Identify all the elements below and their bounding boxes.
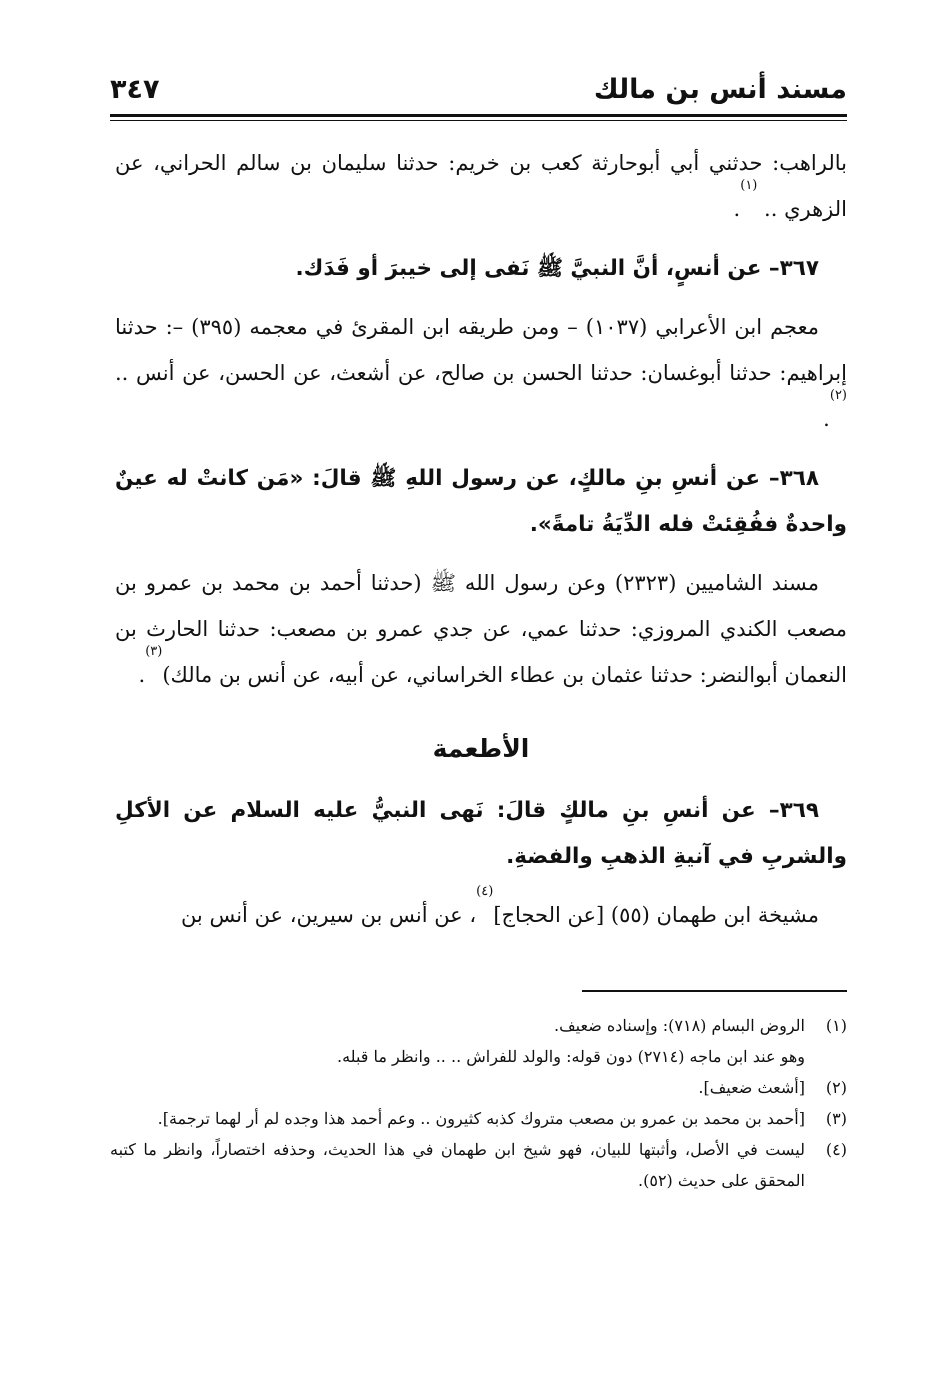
source-paragraph-367: معجم ابن الأعرابي (١٠٣٧) – ومن طريقه ابن المقرئ في معجمه (٣٩٥) –: حدثنا إبراهيم: حدثنا أبوغسان: حدثنا الحسن بن صالح، عن أشعث، عن الحسن، عن أنس .. $^{(٢)}$. [115,315,847,431]
hadith-369: ٣٦٩– عن أنسِ بنِ مالكٍ قالَ: نَهى النبيُّ عليه السلام عن الأكلِ والشربِ في آنيةِ الذهبِ والفضةِ. [115,798,847,869]
header-rule-thick [110,114,847,117]
source-paragraph-369: مشيخة ابن طهمان (٥٥) [عن الحجاج]$^{(٤)}$، عن أنس بن سيرين، عن أنس بن [180,884,819,927]
hadith-368: ٣٦٨– عن أنسِ بنِ مالكٍ، عن رسول اللهِ ﷺ قالَ: «مَن كانتْ له عينٌ واحدةٌ ففُقِئتْ فله الدِّيَةُ تامةً». [115,466,847,537]
footnote-1-continuation: وهو عند ابن ماجه (٢٧١٤) دون قوله: والولد للفراش .. .. وانظر ما قبله. [337,1047,805,1066]
footnote-1: (١) الروض البسام (٧١٨): وإسناده ضعيف. [554,1016,847,1035]
footnote-ref-3: (٣) [145,644,163,659]
footnote-ref-4: (٤) [476,884,494,899]
footnote-separator [582,990,847,992]
hadith-367: ٣٦٧– عن أنسٍ، أنَّ النبيَّ ﷺ نَفى إلى خيبرَ أو فَدَك. [295,256,819,281]
page-header [110,70,847,114]
footnote-ref-2: (٢) [829,388,847,403]
header-rule-thin [110,120,847,121]
running-title: مسند أنس بن مالك [593,74,847,105]
footnote-ref-1: (١) [740,178,758,193]
footnote-3: (٣) [أحمد بن محمد بن عمرو بن مصعب متروك كذبه كثيرون .. وعم أحمد هذا وجده لم أر لهما ترجمة]. [157,1109,847,1128]
page-number: ٣٤٧ [110,74,160,105]
section-heading: الأطعمة [432,734,530,763]
footnote-4: (٤) ليست في الأصل، وأثبتها للبيان، فهو شيخ ابن طهمان في هذا الحديث، وحذفه اختصاراً، وانظر ما كتبه المحقق على حديث (٥٢). [110,1140,847,1190]
source-paragraph-368: مسند الشاميين (٢٣٢٣) وعن رسول الله ﷺ (حدثنا أحمد بن محمد بن عمرو بن مصعب الكندي المروزي: حدثنا عمي، عن جدي عمرو بن مصعب: حدثنا الحارث بن النعمان أبوالنضر: حدثنا عثمان بن عطاء الخراساني، عن أبيه، عن أنس بن مالك)$^{(٣)}$. [115,571,847,687]
continuation-paragraph: بالراهب: حدثني أبي أبوحارثة كعب بن خريم: حدثنا سليمان بن سالم الحراني، عن الزهري .. $^{(١)}$. [115,151,847,221]
footnote-2: (٢) [أشعث ضعيف]. [698,1078,847,1097]
footnotes [110,1010,847,1196]
main-text [115,140,847,938]
